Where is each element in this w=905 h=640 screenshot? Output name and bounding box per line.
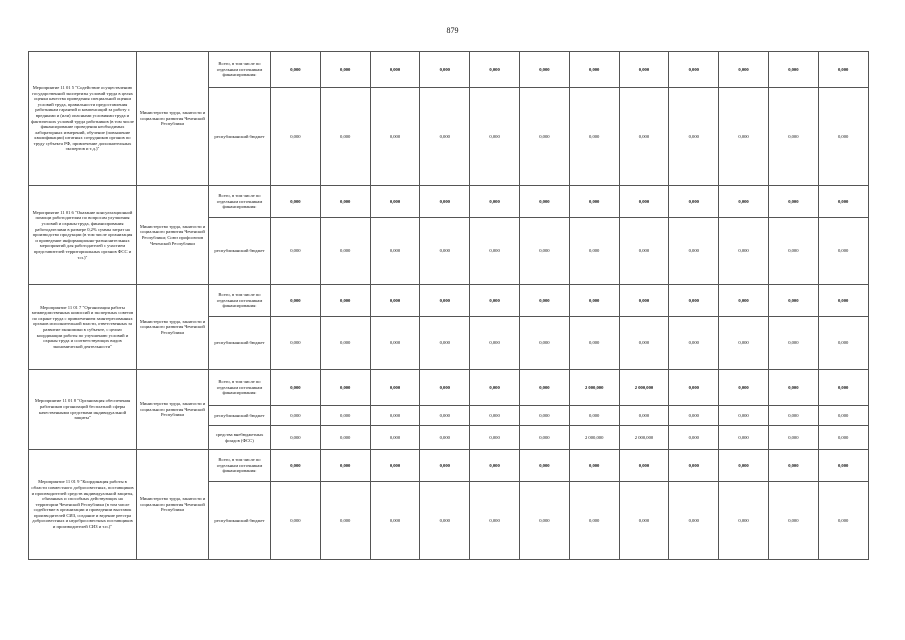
value-cell: 0,000 xyxy=(569,186,619,218)
value-cell: 0,000 xyxy=(569,285,619,317)
value-cell: 0,000 xyxy=(569,406,619,426)
funding-source-cell: республиканский бюджет xyxy=(209,317,271,370)
value-cell: 0,000 xyxy=(768,482,818,560)
value-cell: 0,000 xyxy=(420,285,470,317)
funding-source-cell: средства внебюджетных фондов (ФСС) xyxy=(209,426,271,450)
value-cell: 0,000 xyxy=(320,406,370,426)
value-cell: 0,000 xyxy=(719,370,769,406)
value-cell: 0,000 xyxy=(818,218,868,285)
value-cell: 0,000 xyxy=(569,450,619,482)
value-cell: 0,000 xyxy=(619,52,669,88)
value-cell: 0,000 xyxy=(470,450,520,482)
value-cell: 0,000 xyxy=(420,482,470,560)
page-number: 879 xyxy=(446,26,459,35)
value-cell: 0,000 xyxy=(470,317,520,370)
value-cell: 0,000 xyxy=(320,482,370,560)
value-cell: 0,000 xyxy=(271,218,321,285)
funding-source-cell: Всего, в том числе по отдельным источникам финансирования: xyxy=(209,450,271,482)
value-cell: 0,000 xyxy=(519,52,569,88)
value-cell: 0,000 xyxy=(519,450,569,482)
value-cell: 0,000 xyxy=(320,88,370,186)
value-cell: 0,000 xyxy=(470,482,520,560)
value-cell: 0,000 xyxy=(320,52,370,88)
value-cell: 0,000 xyxy=(519,482,569,560)
value-cell: 0,000 xyxy=(818,450,868,482)
measure-cell: Мероприятие 11 01 5 "Содействие осуществлению государственной экспертизы условий труда в целях оценки качества проведения специальной оценки условий труда, правильности предоставления работникам гарантий и компенсаций за работу с вредными и (или) опасными условиями труда и фактических условий труда работников (в том числе финансирование проведения необходимых лабораторных измерений, обучение (повышение квалификации) штатных сотрудников органов по труду субъекта РФ, привлечение дополнительных экспертов и т.д.)" xyxy=(29,52,137,186)
value-cell: 0,000 xyxy=(619,450,669,482)
measure-cell: Мероприятие 11 01 7 "Организация работы межведомственных комиссий и экспертных советов по охране труда с привлечением заинтересованных органов исполнительной власти, ответственных за развитие экономики в субъекте, с целью координации работы по улучшению условий и охраны труда и соответствующих видов экономической деятельности" xyxy=(29,285,137,370)
value-cell: 0,000 xyxy=(271,88,321,186)
value-cell: 0,000 xyxy=(619,317,669,370)
value-cell: 0,000 xyxy=(519,317,569,370)
value-cell: 0,000 xyxy=(420,218,470,285)
value-cell: 0,000 xyxy=(420,52,470,88)
value-cell: 0,000 xyxy=(519,285,569,317)
value-cell: 0,000 xyxy=(619,88,669,186)
funding-source-cell: Всего, в том числе по отдельным источникам финансирования: xyxy=(209,52,271,88)
value-cell: 0,000 xyxy=(768,88,818,186)
value-cell: 0,000 xyxy=(470,426,520,450)
value-cell: 0,000 xyxy=(818,406,868,426)
value-cell: 0,000 xyxy=(818,426,868,450)
value-cell: 0,000 xyxy=(370,285,420,317)
value-cell: 0,000 xyxy=(669,370,719,406)
value-cell: 0,000 xyxy=(271,285,321,317)
value-cell: 0,000 xyxy=(320,218,370,285)
executor-cell: Министерство труда, занятости и социального развития Чеченской Республики xyxy=(137,52,209,186)
value-cell: 0,000 xyxy=(719,317,769,370)
value-cell: 0,000 xyxy=(818,186,868,218)
executor-cell: Министерство труда, занятости и социального развития Чеченской Республики xyxy=(137,370,209,450)
value-cell: 0,000 xyxy=(719,426,769,450)
executor-cell: Министерство труда, занятости и социального развития Чеченской Республики xyxy=(137,450,209,560)
value-cell: 0,000 xyxy=(719,450,769,482)
value-cell: 0,000 xyxy=(619,406,669,426)
value-cell: 2 000,000 xyxy=(619,426,669,450)
executor-cell: Министерство труда, занятости и социального развития Чеченской Республики xyxy=(137,285,209,370)
value-cell: 0,000 xyxy=(669,218,719,285)
value-cell: 0,000 xyxy=(519,426,569,450)
value-cell: 0,000 xyxy=(370,88,420,186)
value-cell: 0,000 xyxy=(768,406,818,426)
value-cell: 0,000 xyxy=(271,317,321,370)
value-cell: 0,000 xyxy=(569,482,619,560)
value-cell: 0,000 xyxy=(719,482,769,560)
value-cell: 0,000 xyxy=(719,406,769,426)
value-cell: 0,000 xyxy=(420,450,470,482)
funding-source-cell: Всего, в том числе по отдельным источникам финансирования: xyxy=(209,285,271,317)
value-cell: 0,000 xyxy=(619,186,669,218)
value-cell: 0,000 xyxy=(470,406,520,426)
value-cell: 0,000 xyxy=(420,186,470,218)
value-cell: 0,000 xyxy=(719,88,769,186)
table-row xyxy=(29,186,869,218)
value-cell: 0,000 xyxy=(320,426,370,450)
value-cell: 0,000 xyxy=(768,186,818,218)
value-cell: 0,000 xyxy=(370,482,420,560)
value-cell: 0,000 xyxy=(370,426,420,450)
value-cell: 0,000 xyxy=(569,317,619,370)
value-cell: 0,000 xyxy=(719,52,769,88)
value-cell: 0,000 xyxy=(470,285,520,317)
value-cell: 0,000 xyxy=(519,370,569,406)
table-body xyxy=(29,52,869,560)
value-cell: 0,000 xyxy=(768,426,818,450)
value-cell: 0,000 xyxy=(420,370,470,406)
value-cell: 0,000 xyxy=(669,52,719,88)
budget-table xyxy=(28,51,869,560)
value-cell: 0,000 xyxy=(370,218,420,285)
value-cell: 0,000 xyxy=(370,317,420,370)
value-cell: 0,000 xyxy=(818,370,868,406)
table-row xyxy=(29,370,869,406)
value-cell: 0,000 xyxy=(320,370,370,406)
value-cell: 0,000 xyxy=(719,285,769,317)
value-cell: 0,000 xyxy=(320,186,370,218)
value-cell: 0,000 xyxy=(470,88,520,186)
value-cell: 0,000 xyxy=(669,186,719,218)
funding-source-cell: республиканский бюджет xyxy=(209,88,271,186)
value-cell: 2 000,000 xyxy=(619,370,669,406)
value-cell: 0,000 xyxy=(669,406,719,426)
value-cell: 0,000 xyxy=(619,285,669,317)
value-cell: 0,000 xyxy=(271,482,321,560)
value-cell: 0,000 xyxy=(420,88,470,186)
value-cell: 2 000,000 xyxy=(569,426,619,450)
value-cell: 0,000 xyxy=(370,370,420,406)
measure-cell: Мероприятие 11 01 9 "Координация работы в области совместного добросовестных, поставщиков и производителей средств индивидуальной защиты, обязанных и способных действующих на территории Чеченской Республики (в том числе содействие в организации и проведении выставок производителей СИЗ, создание и ведение реестра добросовестных и недобросовестных поставщиков и производителей СИЗ и т.п.)" xyxy=(29,450,137,560)
value-cell: 0,000 xyxy=(619,218,669,285)
value-cell: 0,000 xyxy=(470,218,520,285)
value-cell: 0,000 xyxy=(669,317,719,370)
value-cell: 0,000 xyxy=(271,450,321,482)
value-cell: 0,000 xyxy=(370,186,420,218)
executor-cell: Министерство труда, занятости и социального развития Чеченской Республики; Союз профсоюзов Чеченской Республики xyxy=(137,186,209,285)
value-cell: 0,000 xyxy=(370,450,420,482)
value-cell: 0,000 xyxy=(420,406,470,426)
value-cell: 0,000 xyxy=(719,218,769,285)
table-row xyxy=(29,52,869,88)
value-cell: 0,000 xyxy=(569,218,619,285)
value-cell: 0,000 xyxy=(818,88,868,186)
value-cell: 0,000 xyxy=(519,186,569,218)
value-cell: 0,000 xyxy=(818,52,868,88)
measure-cell: Мероприятие 11 01 8 "Организация обеспечения работников организаций бесплатной сферы качественными средствами индивидуальной защиты" xyxy=(29,370,137,450)
value-cell: 0,000 xyxy=(320,450,370,482)
value-cell: 0,000 xyxy=(271,186,321,218)
value-cell: 0,000 xyxy=(768,450,818,482)
value-cell: 0,000 xyxy=(470,370,520,406)
value-cell: 0,000 xyxy=(519,218,569,285)
funding-source-cell: Всего, в том числе по отдельным источникам финансирования: xyxy=(209,370,271,406)
value-cell: 0,000 xyxy=(619,482,669,560)
value-cell: 0,000 xyxy=(271,52,321,88)
value-cell: 0,000 xyxy=(669,285,719,317)
funding-source-cell: Всего, в том числе по отдельным источникам финансирования: xyxy=(209,186,271,218)
value-cell: 0,000 xyxy=(818,482,868,560)
table-row xyxy=(29,285,869,317)
value-cell: 0,000 xyxy=(569,52,619,88)
value-cell: 0,000 xyxy=(470,52,520,88)
value-cell: 0,000 xyxy=(818,317,868,370)
value-cell: 0,000 xyxy=(370,406,420,426)
value-cell: 0,000 xyxy=(768,370,818,406)
value-cell: 0,000 xyxy=(470,186,520,218)
value-cell: 0,000 xyxy=(768,218,818,285)
value-cell: 0,000 xyxy=(768,285,818,317)
value-cell: 0,000 xyxy=(569,88,619,186)
measure-cell: Мероприятие 11 01 6 "Оказание консультационной помощи работодателям по вопросам улучшения условий и охраны труда, финансирования работодателями в размере 0,2% суммы затрат на производство продукции (в том числе организация и проведение информационно-разъяснительных мероприятий для работодателей с участием представителей территориальных органов ФСС и т.п.)" xyxy=(29,186,137,285)
table-row xyxy=(29,450,869,482)
value-cell: 0,000 xyxy=(519,88,569,186)
value-cell: 0,000 xyxy=(420,317,470,370)
funding-source-cell: республиканский бюджет xyxy=(209,482,271,560)
value-cell: 0,000 xyxy=(818,285,868,317)
value-cell: 0,000 xyxy=(320,285,370,317)
value-cell: 0,000 xyxy=(669,88,719,186)
value-cell: 0,000 xyxy=(768,317,818,370)
value-cell: 0,000 xyxy=(420,426,470,450)
value-cell: 0,000 xyxy=(669,426,719,450)
value-cell: 0,000 xyxy=(719,186,769,218)
funding-source-cell: республиканский бюджет xyxy=(209,218,271,285)
value-cell: 0,000 xyxy=(370,52,420,88)
value-cell: 0,000 xyxy=(669,450,719,482)
value-cell: 0,000 xyxy=(271,406,321,426)
value-cell: 0,000 xyxy=(519,406,569,426)
value-cell: 0,000 xyxy=(320,317,370,370)
value-cell: 0,000 xyxy=(669,482,719,560)
value-cell: 2 000,000 xyxy=(569,370,619,406)
value-cell: 0,000 xyxy=(271,370,321,406)
funding-source-cell: республиканский бюджет xyxy=(209,406,271,426)
value-cell: 0,000 xyxy=(768,52,818,88)
value-cell: 0,000 xyxy=(271,426,321,450)
